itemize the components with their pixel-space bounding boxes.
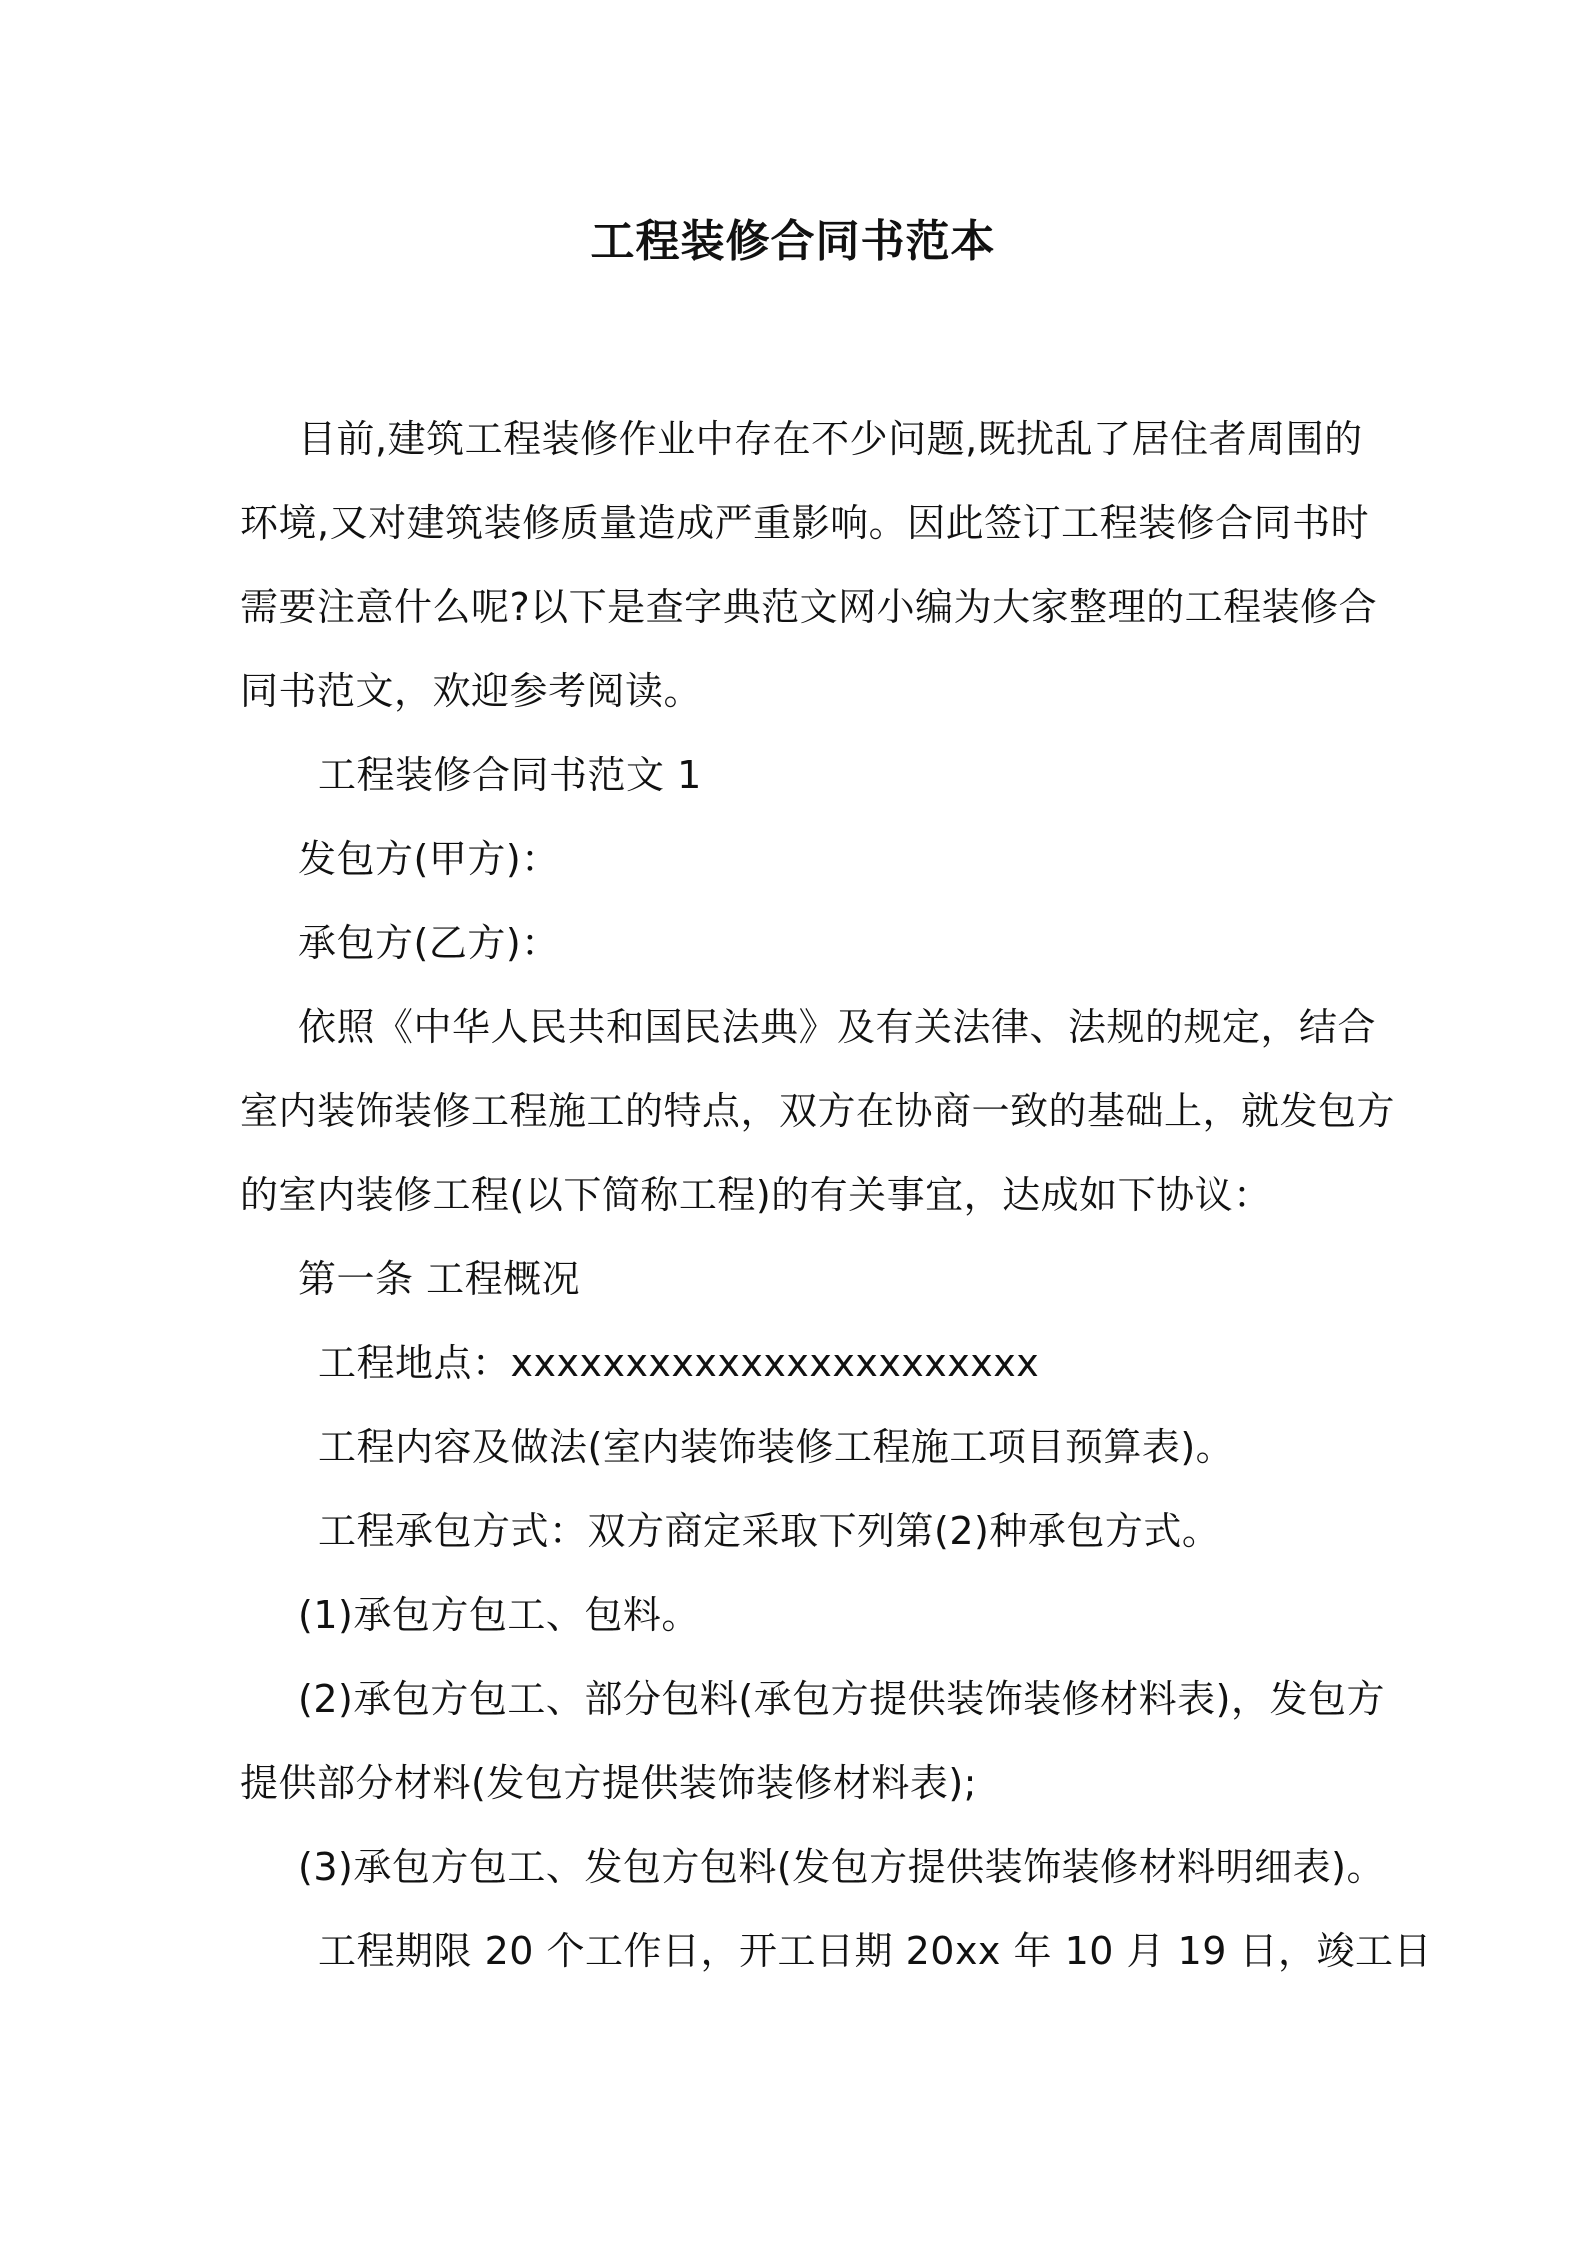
project-period: 工程期限 20 个工作日，开工日期 20xx 年 10 月 19 日，竣工日 — [318, 1929, 1433, 1973]
document-title: 工程装修合同书范本 — [590, 216, 996, 267]
document-body — [240, 397, 1433, 1993]
intro-line-4: 同书范文，欢迎参考阅读。 — [240, 669, 703, 713]
mode-option-2-line-1: (2)承包方包工、部分包料(承包方提供装饰装修材料表)，发包方 — [298, 1677, 1385, 1721]
mode-option-1: (1)承包方包工、包料。 — [298, 1593, 700, 1637]
preamble-line-3: 的室内装修工程(以下简称工程)的有关事宜，达成如下协议： — [240, 1173, 1272, 1217]
project-site: 工程地点：xxxxxxxxxxxxxxxxxxxxxxx — [318, 1341, 1040, 1385]
preamble-line-2: 室内装饰装修工程施工的特点，双方在协商一致的基础上，就发包方 — [240, 1089, 1396, 1133]
party-a-label: 发包方(甲方)： — [298, 837, 560, 881]
preamble-line-1: 依照《中华人民共和国民法典》及有关法律、法规的规定，结合 — [298, 1005, 1377, 1049]
party-b-label: 承包方(乙方)： — [298, 921, 560, 965]
intro-line-2: 环境,又对建筑装修质量造成严重影响。因此签订工程装修合同书时 — [240, 501, 1370, 545]
contract-mode: 工程承包方式：双方商定采取下列第(2)种承包方式。 — [318, 1509, 1221, 1553]
section-heading: 工程装修合同书范文 1 — [318, 753, 702, 797]
intro-line-3: 需要注意什么呢?以下是查字典范文网小编为大家整理的工程装修合 — [240, 585, 1378, 629]
intro-line-1: 目前,建筑工程装修作业中存在不少问题,既扰乱了居住者周围的 — [298, 417, 1363, 461]
mode-option-2-line-2: 提供部分材料(发包方提供装饰装修材料表); — [240, 1761, 977, 1805]
project-content: 工程内容及做法(室内装饰装修工程施工项目预算表)。 — [318, 1425, 1235, 1469]
mode-option-3: (3)承包方包工、发包方包料(发包方提供装饰装修材料明细表)。 — [298, 1845, 1385, 1889]
article-1-heading: 第一条 工程概况 — [298, 1257, 581, 1301]
